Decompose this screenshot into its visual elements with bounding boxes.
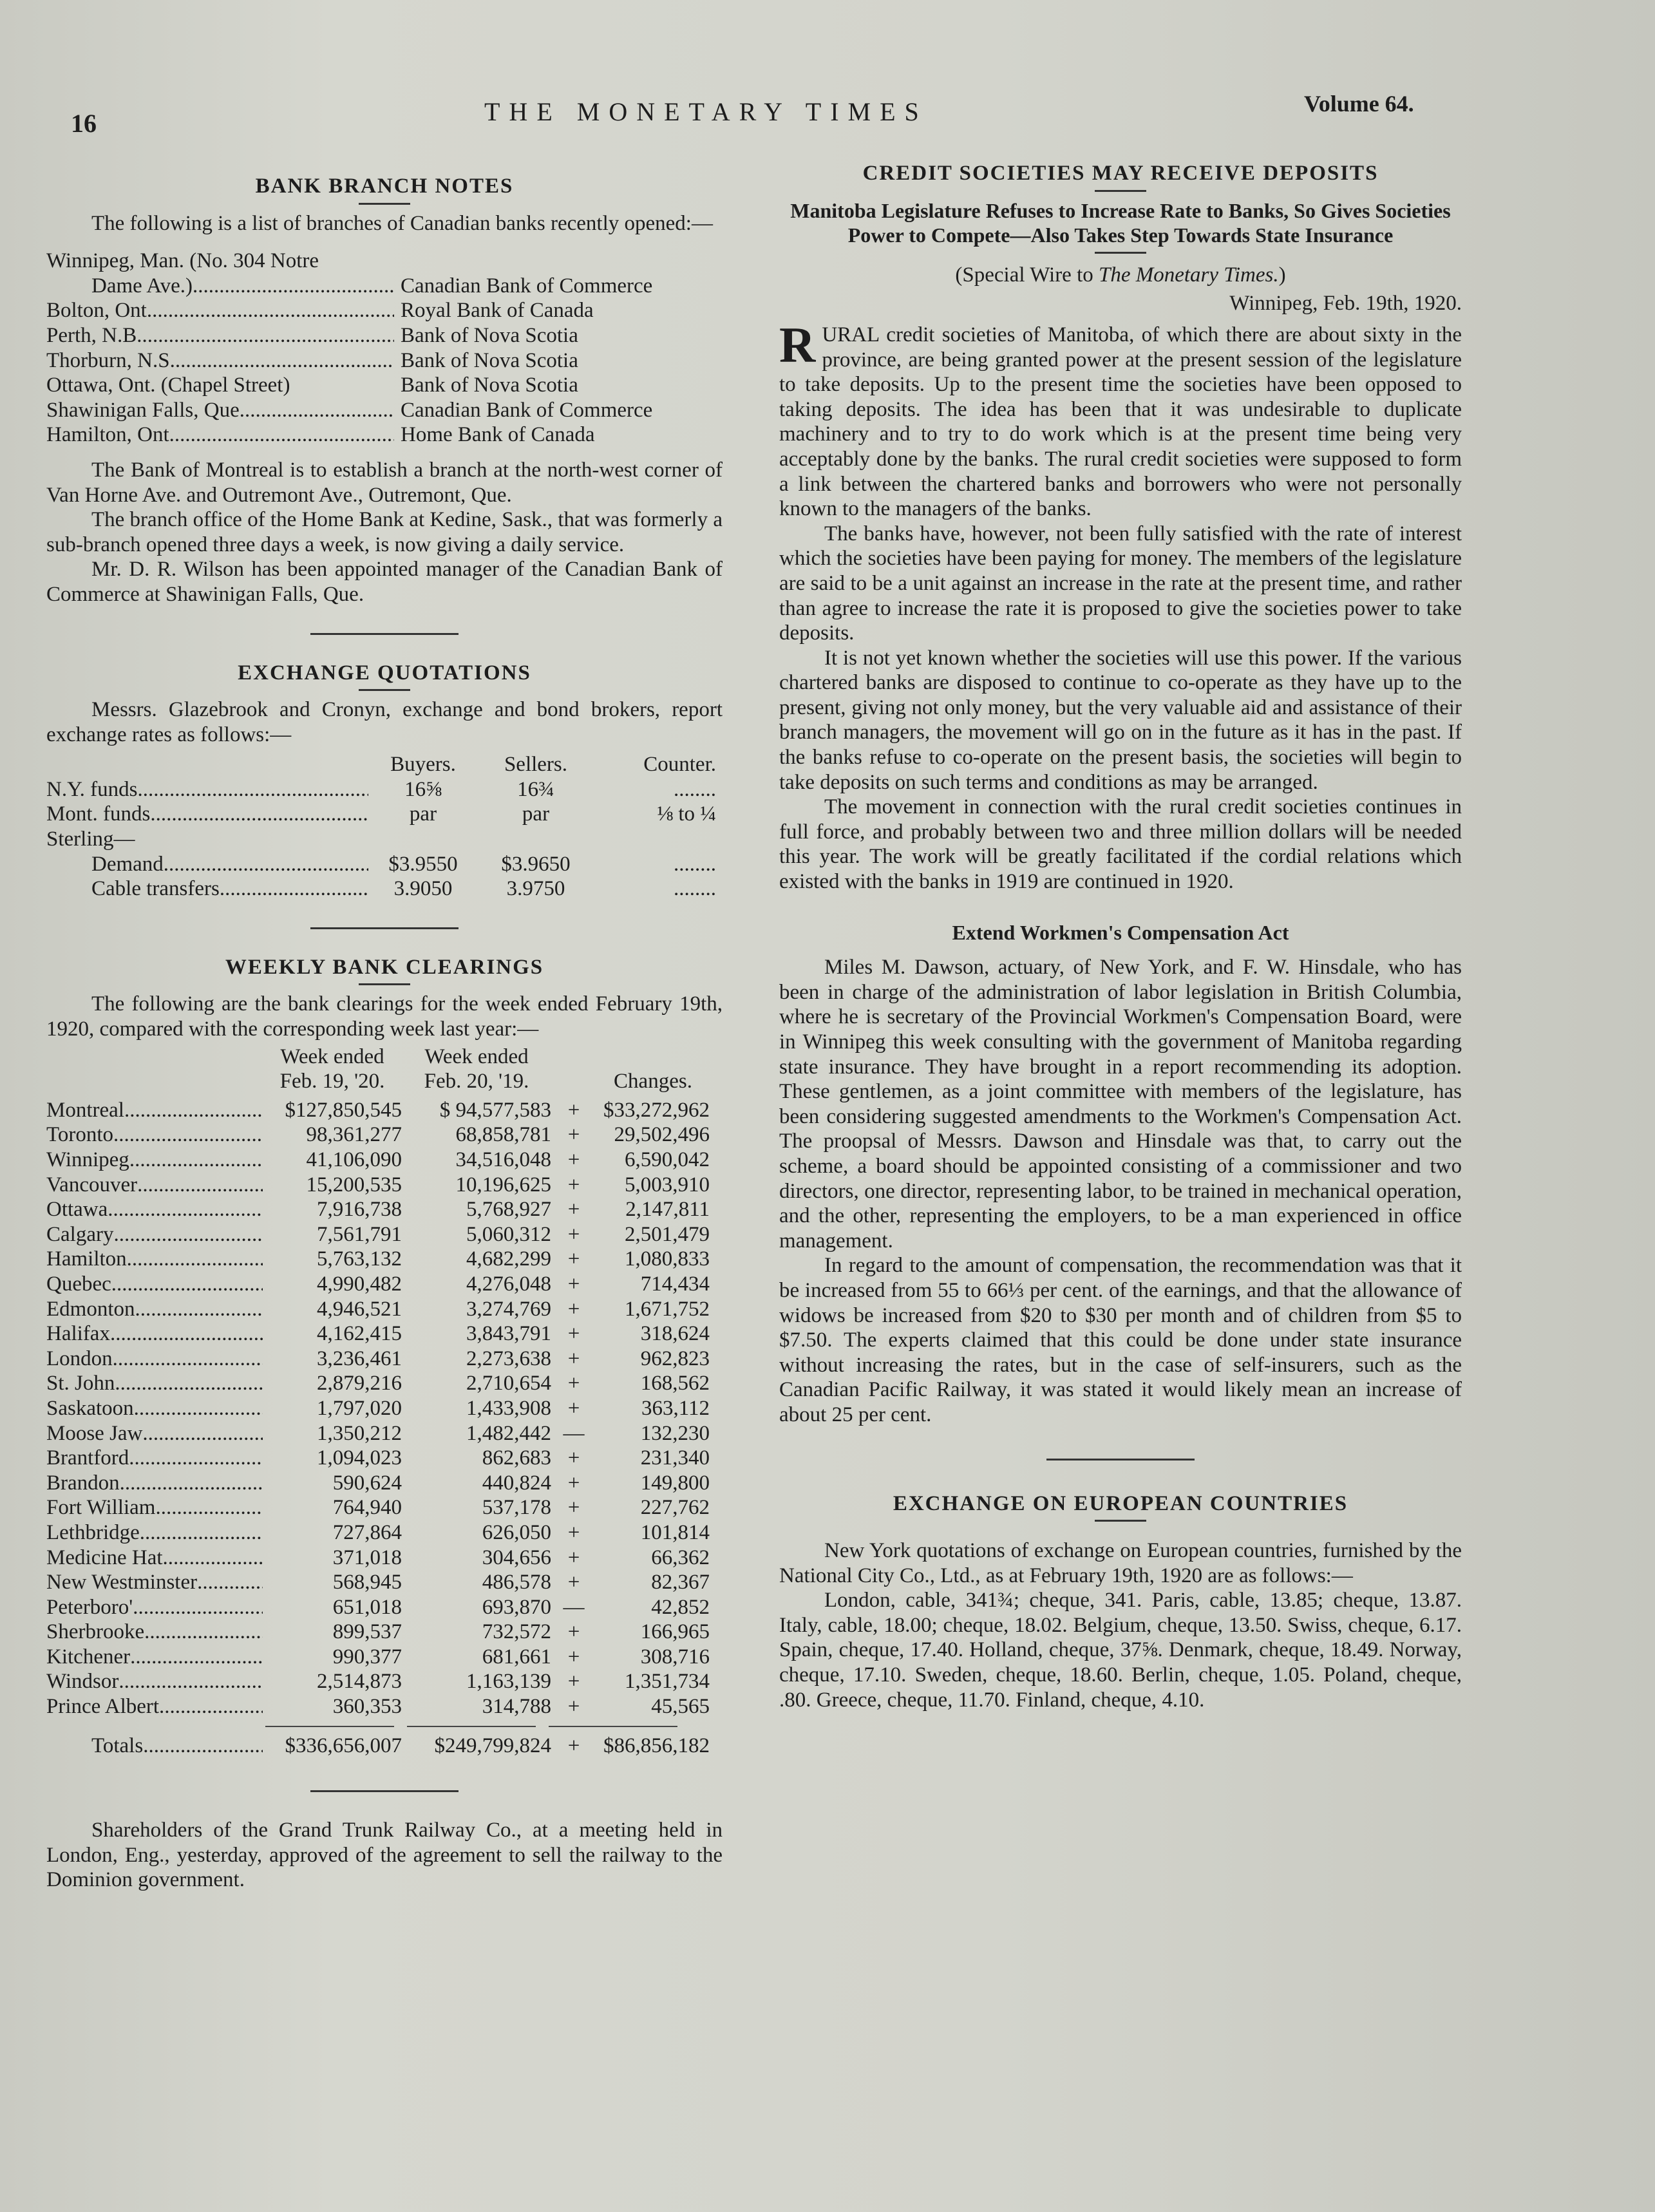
section-divider [310, 1790, 459, 1792]
cell: 98,361,277 [306, 1123, 402, 1147]
cell: 3,274,769 [466, 1297, 551, 1321]
cell: 66,362 [651, 1546, 710, 1569]
clearings-row [46, 1620, 723, 1645]
clearings-row [46, 1197, 723, 1222]
city-name: Saskatoon ..... [46, 1396, 263, 1421]
cell: 5,060,312 [466, 1222, 551, 1246]
branch-row: Perth, N.B. ..... Bank of Nova Scotia [46, 323, 723, 348]
credit-para-2: The banks have, however, not been fully satisfied with the rate of interest which the societies have been paying for money. The members of the legislature are said to be a unit against an increase in the rate at the present time, and rather than agree to increase the rate it is proposed to give the societies power to take deposits. [779, 522, 1462, 645]
city-name: Fort William ..... [46, 1495, 263, 1520]
paragraph: The branch office of the Home Bank at Kedine, Sask., that was formerly a sub-branch opened three days a week, is now giving a daily service. [46, 508, 723, 556]
wire-line: (Special Wire to The Monetary Times.) [955, 263, 1286, 287]
cell: 360,353 [332, 1695, 402, 1719]
branch-row: Hamilton, Ont. ..... Home Bank of Canada [46, 422, 723, 448]
cell: 4,946,521 [317, 1297, 402, 1321]
cell: + [567, 1198, 580, 1222]
cell: 227,762 [640, 1496, 710, 1520]
cell: $127,850,545 [285, 1098, 402, 1122]
cell: 29,502,496 [614, 1123, 710, 1147]
cell: 41,106,090 [306, 1148, 402, 1171]
cell: + [567, 1620, 580, 1644]
clearings-row [46, 1645, 723, 1670]
cell: 2,879,216 [317, 1372, 402, 1395]
clearings-header-row: Feb. 19, '20. Feb. 20, '19. Changes. [279, 1070, 692, 1093]
clearings-row [46, 1148, 723, 1173]
european-para-2: London, cable, 341¾; cheque, 341. Paris, cable, 13.85; cheque, 13.87. Italy, cable, 18.00; cheque, 18.02. Belgium, cheque, 13.50. Swiss, cheque, 6.17. Spain, cheque, 17.40. Holland, cheque, 37⅝. Denmark, cheque, 18.49. Norway, cheque, 17.10. Sweden, cheque, 18.60. Berlin, cheque, 1.05. Poland, cheque, .80. Greece, cheque, 11.70. Finland, cheque, 4.10. [779, 1589, 1462, 1712]
cell: 4,162,415 [317, 1322, 402, 1346]
paragraph: Mr. D. R. Wilson has been appointed manager of the Canadian Bank of Commerce at Shawinigan Falls, Que. [46, 558, 723, 606]
cell: 371,018 [332, 1546, 402, 1569]
city-name: Brandon ..... [46, 1471, 263, 1496]
cell: + [567, 1695, 580, 1719]
cell: 68,858,781 [455, 1123, 551, 1147]
cell: 1,797,020 [317, 1396, 402, 1420]
cell: — [563, 1421, 585, 1445]
cell: + [567, 1471, 580, 1495]
clearings-row [46, 1122, 723, 1148]
clearings-row [46, 1347, 723, 1372]
branch-row: Bolton, Ont. ..... Royal Bank of Canada [46, 298, 723, 323]
cell: 314,788 [482, 1695, 551, 1719]
cell: 568,945 [332, 1571, 402, 1594]
cell: 764,940 [332, 1496, 402, 1520]
clearings-row [46, 1173, 723, 1198]
cell: $33,272,962 [603, 1098, 710, 1122]
divider [359, 203, 410, 205]
cell: + [567, 1173, 580, 1196]
cell: 714,434 [640, 1272, 710, 1296]
clearings-row [46, 1595, 723, 1620]
city-name: Moose Jaw ..... [46, 1421, 263, 1446]
cell: 15,200,535 [306, 1173, 402, 1196]
clearings-row [46, 1570, 723, 1595]
city-name: Peterboro' ..... [46, 1595, 263, 1620]
cell: 4,990,482 [317, 1272, 402, 1296]
cell: 82,367 [651, 1571, 710, 1594]
running-title: THE MONETARY TIMES [484, 97, 928, 126]
page-number: 16 [71, 109, 97, 138]
total-rules [265, 1726, 677, 1727]
clearings-row [46, 1371, 723, 1396]
branch-row: Thorburn, N.S. ..... Bank of Nova Scotia [46, 348, 723, 373]
cell: + [567, 1520, 580, 1544]
clearings-row [46, 1669, 723, 1694]
divider [359, 983, 410, 985]
cell: 537,178 [482, 1496, 551, 1520]
cell: + [567, 1645, 580, 1668]
clearings-row [46, 1520, 723, 1546]
cell: 168,562 [640, 1372, 710, 1395]
clearings-row [46, 1321, 723, 1347]
cell: 101,814 [640, 1520, 710, 1544]
cell: 149,800 [640, 1471, 710, 1495]
city-name: Quebec ..... [46, 1272, 263, 1297]
cell: 363,112 [641, 1396, 710, 1420]
section-divider [310, 633, 459, 635]
credit-para-4: The movement in connection with the rural credit societies continues in full force, and probably between two and three million dollars will be needed this year. The work will be greatly facilitated if the cordial relations which existed with the banks in 1919 are continued in 1920. [779, 795, 1462, 894]
right-column [779, 161, 1462, 1712]
cell: 42,852 [651, 1595, 710, 1619]
grand-trunk-note: Shareholders of the Grand Trunk Railway Co., at a meeting held in London, Eng., yesterday, approved of the agreement to sell the railway to the Dominion government. [46, 1819, 723, 1892]
workmen-title: Extend Workmen's Compensation Act [952, 920, 1289, 944]
clearings-row [46, 1421, 723, 1446]
clearings-title: WEEKLY BANK CLEARINGS [225, 955, 544, 979]
credit-para-3: It is not yet known whether the societies will use this power. If the various chartered banks are disposed to continue to co-operate as they have up to the present, giving not only money, but the very valuable aid and assistance of their branch managers, the movement will go on in the future as it has in the past. If the banks refuse to co-operate on the present basis, the societies will begin to take deposits on such terms and conditions as may be arranged. [779, 646, 1462, 794]
cell: + [567, 1670, 580, 1694]
credit-subtitle: Manitoba Legislature Refuses to Increase Rate to Banks, So Gives Societies Power to Compete—Also Takes Step Towards State Insurance [790, 198, 1451, 247]
cell: 626,050 [482, 1520, 551, 1544]
cell: 3,843,791 [466, 1322, 551, 1346]
exchange-row: Sterling— [46, 827, 135, 851]
cell: 10,196,625 [455, 1173, 551, 1196]
volume-label: Volume 64. [1304, 91, 1414, 117]
section-divider [1046, 1459, 1195, 1460]
cell: 486,578 [482, 1571, 551, 1594]
cell: 3,236,461 [317, 1347, 402, 1370]
workmen-para-2: In regard to the amount of compensation, the recommendation was that it be increased from 55 to 66⅓ per cent. of the earnings, and that the allowance of widows be increased from $20 to $30 per month and of children from $5 to $7.50. The experts claimed that this could be done under state insurance without increasing the rates, but in the case of self-insurers, such as the Canadian Pacific Railway, it was stated it would likely mean an increase of about 25 per cent. [779, 1254, 1462, 1426]
city-name: Prince Albert ..... [46, 1694, 263, 1719]
clearings-row [46, 1546, 723, 1571]
cell: 899,537 [332, 1620, 402, 1644]
clearings-row [46, 1222, 723, 1247]
city-name: Ottawa ..... [46, 1197, 263, 1222]
cell: 1,351,734 [625, 1670, 710, 1694]
city-name: Edmonton ..... [46, 1297, 263, 1322]
cell: + [567, 1297, 580, 1321]
cell: + [567, 1098, 580, 1122]
clearings-row [46, 1446, 723, 1471]
clearings-row [46, 1098, 723, 1123]
city-name: Halifax ..... [46, 1321, 263, 1347]
city-name: Winnipeg ..... [46, 1148, 263, 1173]
cell: — [563, 1595, 585, 1619]
cell: + [567, 1272, 580, 1296]
city-name: Montreal ..... [46, 1098, 263, 1123]
cell: 7,916,738 [317, 1198, 402, 1222]
cell: + [567, 1222, 580, 1246]
cell: + [567, 1571, 580, 1594]
exchange-row: Mont. funds ..... par par ⅛ to ¼ [46, 802, 723, 827]
dateline: Winnipeg, Feb. 19th, 1920. [1229, 292, 1462, 316]
cell: 4,682,299 [466, 1247, 551, 1271]
european-title: EXCHANGE ON EUROPEAN COUNTRIES [893, 1491, 1348, 1515]
cell: + [567, 1396, 580, 1420]
exchange-title: EXCHANGE QUOTATIONS [238, 661, 531, 685]
cell: 681,661 [482, 1645, 551, 1668]
city-name: Hamilton ..... [46, 1247, 263, 1272]
exchange-header-row: Buyers. Sellers. Counter. [390, 753, 716, 777]
cell: 693,870 [482, 1595, 551, 1619]
exchange-table [46, 752, 723, 902]
workmen-para-1: Miles M. Dawson, actuary, of New York, and F. W. Hinsdale, who has been in charge of the administration of labor legislation in British Columbia, where he is secretary of the Provincial Workmen's Compensation Board, were in Winnipeg this week consulting with the government of Manitoba regarding state insurance. They have brought in a report recommending its adoption. These gentlemen, as a joint committee with members of the legislature, has been considering suggested amendments to the Workmen's Compensation Act. The proopsal of Messrs. Dawson and Hinsdale was that, to carry out the scheme, a board should be appointed consisting of a commissioner and two directors, one director, representing labor, to be trained in mechanical operation, and the other, representing the employers, to be a man experienced in office management. [779, 956, 1462, 1253]
cell: 4,276,048 [466, 1272, 551, 1296]
paragraph: The Bank of Montreal is to establish a branch at the north-west corner of Van Horne Ave. and Outremont Ave., Outremont, Que. [46, 458, 723, 507]
drop-cap: R [779, 316, 816, 373]
cell: 304,656 [482, 1546, 551, 1569]
credit-title: CREDIT SOCIETIES MAY RECEIVE DEPOSITS [862, 162, 1379, 185]
cell: + [567, 1446, 580, 1470]
cell: 166,965 [640, 1620, 710, 1644]
cell: 651,018 [332, 1595, 402, 1619]
divider [1095, 1520, 1146, 1522]
bank-branch-intro: The following is a list of branches of Canadian banks recently opened:— [91, 211, 713, 235]
city-name: London ..... [46, 1347, 263, 1372]
cell: + [567, 1347, 580, 1370]
clearings-row [46, 1694, 723, 1719]
divider [1095, 190, 1146, 192]
exchange-row: Demand ..... $3.9550 $3.9650 ........ [46, 852, 723, 877]
cell: 990,377 [332, 1645, 402, 1668]
clearings-row [46, 1495, 723, 1520]
cell: 45,565 [651, 1695, 710, 1719]
city-name: New Westminster ..... [46, 1570, 263, 1595]
cell: 5,768,927 [466, 1198, 551, 1222]
city-name: Kitchener ..... [46, 1645, 263, 1670]
cell: + [567, 1148, 580, 1171]
divider [359, 689, 410, 691]
exchange-row: Cable transfers ..... 3.9050 3.9750 ........ [46, 876, 723, 902]
branch-row: Shawinigan Falls, Que. ..... Canadian Bank of Commerce [46, 398, 723, 423]
cell: 1,350,212 [317, 1421, 402, 1445]
cell: + [567, 1496, 580, 1520]
clearings-table [46, 1045, 723, 1759]
credit-para-1: RURAL credit societies of Manitoba, of which there are about sixty in the province, are being granted power at the present session of the legislature to take deposits. Up to the present time the societies have been opposed to taking deposits. The idea has been that it was undesirable to duplicate machinery and to try to do work which is at the present time being very acceptably done by the banks. The rural credit societies were supposed to form a link between the chartered banks and borrowers who were not personally known to the managers of the banks. [779, 316, 1462, 521]
cell: + [567, 1372, 580, 1395]
clearings-intro: The following are the bank clearings for the week ended February 19th, 1920, compared with the corresponding week last year:— [46, 992, 723, 1041]
cell: + [567, 1546, 580, 1569]
cell: 7,561,791 [317, 1222, 402, 1246]
branch-row: Winnipeg, Man. (No. 304 Notre [46, 249, 319, 273]
cell: 727,864 [332, 1520, 402, 1544]
city-name: Vancouver ..... [46, 1173, 263, 1198]
european-para-1: New York quotations of exchange on European countries, furnished by the National City Co., Ltd., as at February 19th, 1920 are as follows:— [779, 1539, 1462, 1587]
city-name: St. John ..... [46, 1371, 263, 1396]
cell: 732,572 [482, 1620, 551, 1644]
cell: 2,147,811 [625, 1198, 710, 1222]
cell: 1,080,833 [625, 1247, 710, 1271]
cell: 2,710,654 [466, 1372, 551, 1395]
cell: 2,501,479 [625, 1222, 710, 1246]
city-name: Medicine Hat ..... [46, 1546, 263, 1571]
clearings-row [46, 1247, 723, 1272]
cell: + [567, 1123, 580, 1147]
cell: 132,230 [640, 1421, 710, 1445]
cell: 862,683 [482, 1446, 551, 1470]
cell: + [567, 1322, 580, 1346]
cell: 5,763,132 [317, 1247, 402, 1271]
cell: 308,716 [640, 1645, 710, 1668]
clearings-row [46, 1471, 723, 1496]
cell: 2,273,638 [466, 1347, 551, 1370]
city-name: Toronto ..... [46, 1122, 263, 1148]
left-column [46, 174, 723, 1893]
clearings-row [46, 1272, 723, 1297]
cell: 318,624 [640, 1322, 710, 1346]
clearings-totals-row: Totals ..... $336,656,007 $249,799,824 + $86,856,182 [46, 1734, 723, 1759]
cell: + [567, 1247, 580, 1271]
branch-row: Dame Ave.) ..... Canadian Bank of Commerce [46, 274, 723, 299]
bank-branch-title: BANK BRANCH NOTES [255, 175, 514, 198]
city-name: Calgary ..... [46, 1222, 263, 1247]
branch-row: Ottawa, Ont. (Chapel Street) Bank of Nova Scotia [46, 373, 578, 397]
cell: 6,590,042 [625, 1148, 710, 1171]
cell: 1,482,442 [466, 1421, 551, 1445]
exchange-intro: Messrs. Glazebrook and Cronyn, exchange and bond brokers, report exchange rates as follows:— [46, 698, 723, 746]
cell: $ 94,577,583 [439, 1098, 551, 1122]
branch-list [46, 249, 723, 448]
cell: 1,671,752 [625, 1297, 710, 1321]
cell: 1,433,908 [466, 1396, 551, 1420]
exchange-row: N.Y. funds ..... 16⅝ 16¾ ........ [46, 777, 723, 802]
city-name: Lethbridge ..... [46, 1520, 263, 1546]
city-name: Windsor ..... [46, 1669, 263, 1694]
clearings-row [46, 1297, 723, 1322]
clearings-row [46, 1396, 723, 1421]
city-name: Brantford ..... [46, 1446, 263, 1471]
clearings-header-row: Week ended Week ended [280, 1045, 529, 1068]
cell: 590,624 [332, 1471, 402, 1495]
cell: 1,163,139 [466, 1670, 551, 1694]
section-divider [310, 927, 459, 929]
city-name: Sherbrooke ..... [46, 1620, 263, 1645]
divider [1095, 252, 1146, 254]
cell: 5,003,910 [625, 1173, 710, 1196]
clearings-body [46, 1098, 723, 1719]
cell: 1,094,023 [317, 1446, 402, 1470]
cell: 2,514,873 [317, 1670, 402, 1694]
cell: 34,516,048 [455, 1148, 551, 1171]
cell: 231,340 [640, 1446, 710, 1470]
cell: 962,823 [640, 1347, 710, 1370]
cell: 440,824 [482, 1471, 551, 1495]
